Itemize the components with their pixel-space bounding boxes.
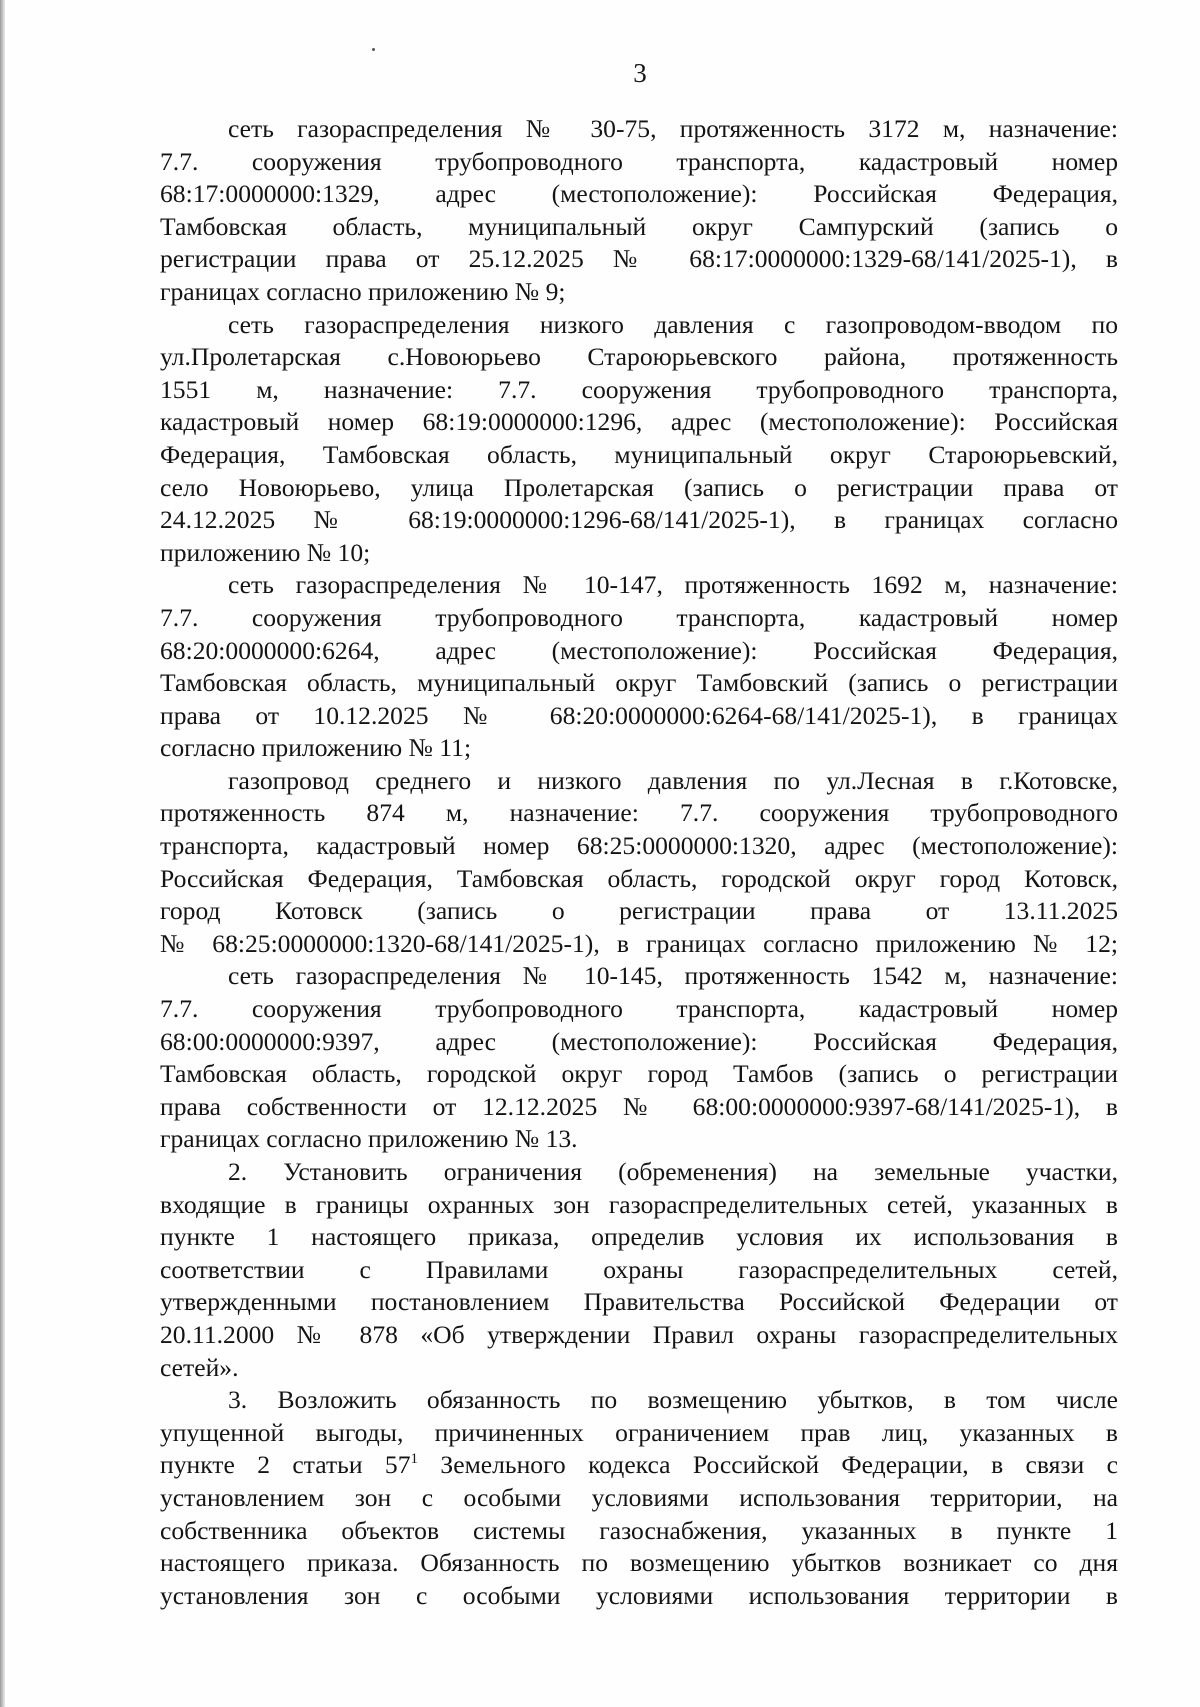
scan-speck — [372, 48, 375, 51]
text-line — [160, 406, 1118, 439]
text-line-content: соответствии с Правилами охраны газораспределительных сетей, — [160, 1254, 1118, 1284]
text-line-content: 7.7. сооружения трубопроводного транспорта, кадастровый номер — [160, 146, 1118, 176]
text-line-content: утвержденными постановлением Правительства Российской Федерации от — [160, 1287, 1118, 1317]
text-line-content: протяженность 874 м, назначение: 7.7. сооружения трубопроводного — [160, 798, 1118, 828]
text-line-content: сеть газораспределения № 10-145, протяженность 1542 м, назначение: — [228, 961, 1118, 991]
text-line — [160, 797, 1118, 830]
text-line-content: регистрации права от 25.12.2025 № 68:17:0000000:1329-68/141/2025-1), в — [160, 244, 1118, 274]
text-line — [160, 960, 1118, 993]
text-line — [160, 602, 1118, 635]
text-line-content: 68:17:0000000:1329, адрес (местоположение): Российская Федерация, — [160, 179, 1118, 209]
text-line — [160, 1286, 1118, 1319]
text-line-content: 2. Установить ограничения (обременения) на земельные участки, — [228, 1157, 1118, 1186]
text-line — [160, 863, 1118, 896]
text-line-content: кадастровый номер 68:19:0000000:1296, адрес (местоположение): Российская — [160, 407, 1118, 437]
text-line-content: пункте 1 настоящего приказа, определив условия их использования в — [160, 1222, 1118, 1252]
text-line-content: транспорта, кадастровый номер 68:25:0000000:1320, адрес (местоположение): — [160, 831, 1118, 861]
text-line — [160, 1221, 1118, 1254]
text-line-content: Российская Федерация, Тамбовская область, городской округ город Котовск, — [160, 863, 1118, 893]
text-line-content: упущенной выгоды, причиненных ограничением прав лиц, указанных в — [160, 1417, 1118, 1447]
text-line — [160, 504, 1118, 537]
text-line-content: 7.7. сооружения трубопроводного транспорта, кадастровый номер — [160, 602, 1118, 632]
text-line — [160, 993, 1118, 1026]
text-line — [160, 1515, 1118, 1548]
text-line — [160, 1352, 1118, 1385]
text-line-content: Федерация, Тамбовская область, муниципальный округ Староюрьевский, — [160, 439, 1118, 469]
text-line — [160, 1449, 1118, 1482]
text-line-content: приложению № 10; — [160, 537, 371, 567]
text-line — [160, 1547, 1118, 1580]
text-line-content: 1551 м, назначение: 7.7. сооружения трубопроводного транспорта, — [160, 374, 1118, 404]
page-number: 3 — [633, 58, 647, 88]
text-line-content: сетей». — [160, 1352, 239, 1382]
text-line-content: границах согласно приложению № 9; — [160, 276, 566, 306]
text-line — [160, 1156, 1118, 1189]
text-line — [160, 309, 1118, 342]
text-line — [160, 1417, 1118, 1450]
text-line — [160, 895, 1118, 928]
text-line-content: сеть газораспределения низкого давления с газопроводом-вводом по — [228, 309, 1118, 339]
text-line-content: настоящего приказа. Обязанность по возмещению убытков возникает со дня — [160, 1548, 1118, 1578]
text-line — [160, 1254, 1118, 1287]
text-line — [160, 439, 1118, 472]
text-line — [160, 667, 1118, 700]
text-line-content: 20.11.2000 № 878 «Об утверждении Правил охраны газораспределительных — [160, 1319, 1118, 1349]
text-line — [160, 374, 1118, 407]
text-line — [160, 211, 1118, 244]
text-line — [160, 1123, 1118, 1156]
text-line-content: установлением зон с особыми условиями использования территории, на — [160, 1482, 1118, 1512]
text-line — [160, 1580, 1118, 1613]
text-line-content: собственника объектов системы газоснабжения, указанных в пункте 1 — [160, 1515, 1118, 1545]
text-line-content: сеть газораспределения № 10-147, протяженность 1692 м, назначение: — [228, 570, 1118, 600]
text-line — [160, 472, 1118, 505]
text-line — [160, 1482, 1118, 1515]
text-line — [160, 1091, 1118, 1124]
text-line-content: 7.7. сооружения трубопроводного транспорта, кадастровый номер — [160, 994, 1118, 1024]
text-line — [160, 765, 1118, 798]
text-line — [160, 1384, 1118, 1417]
text-line-content: Тамбовская область, городской округ город Тамбов (запись о регистрации — [160, 1059, 1118, 1089]
text-line-content: село Новоюрьево, улица Пролетарская (запись о регистрации права от — [160, 472, 1118, 502]
text-line — [160, 928, 1118, 961]
text-line — [160, 569, 1118, 602]
text-line-content: Земельного кодекса Российской Федерации, в связи с — [418, 1450, 1118, 1480]
text-line — [160, 243, 1118, 276]
text-line-content: согласно приложению № 11; — [160, 733, 472, 763]
text-line — [160, 537, 1118, 570]
document-body — [160, 113, 1118, 1612]
text-line-content: установления зон с особыми условиями использования территории в — [160, 1580, 1118, 1610]
text-line-content: 68:20:0000000:6264, адрес (местоположение): Российская Федерация, — [160, 635, 1118, 665]
text-line-content: ул.Пролетарская с.Новоюрьево Староюрьевского района, протяженность — [160, 342, 1118, 372]
text-line-content: права от 10.12.2025 № 68:20:0000000:6264-68/141/2025-1), в границах — [160, 700, 1118, 730]
text-line-content: 68:00:0000000:9397, адрес (местоположение): Российская Федерация, — [160, 1026, 1118, 1056]
text-line-content: входящие в границы охранных зон газораспределительных сетей, указанных в — [160, 1189, 1118, 1219]
text-line-content: Тамбовская область, муниципальный округ Тамбовский (запись о регистрации — [160, 668, 1118, 698]
text-line — [160, 1319, 1118, 1352]
text-line-content: права собственности от 12.12.2025 № 68:00:0000000:9397-68/141/2025-1), в — [160, 1091, 1118, 1121]
text-line-content: 24.12.2025 № 68:19:0000000:1296-68/141/2025-1), в границах согласно — [160, 505, 1118, 535]
text-line — [160, 341, 1118, 374]
text-line — [160, 1058, 1118, 1091]
text-line — [160, 732, 1118, 765]
text-line-content: сеть газораспределения № 30-75, протяженность 3172 м, назначение: — [228, 114, 1118, 143]
scan-edge-shadow — [0, 0, 5, 1707]
text-line-content: город Котовск (запись о регистрации права от 13.11.2025 — [160, 896, 1118, 926]
text-line-content: газопровод среднего и низкого давления по ул.Лесная в г.Котовске, — [228, 765, 1118, 795]
text-line — [160, 178, 1118, 211]
text-line — [160, 635, 1118, 668]
text-line-content: № 68:25:0000000:1320-68/141/2025-1), в границах согласно приложению № 12; — [160, 928, 1118, 958]
text-line-content: Тамбовская область, муниципальный округ Сампурский (запись о — [160, 211, 1118, 241]
text-line — [160, 276, 1118, 309]
text-line — [160, 1026, 1118, 1059]
text-line-content: 3. Возложить обязанность по возмещению убытков, в том числе — [228, 1385, 1118, 1415]
text-line-content: границах согласно приложению № 13. — [160, 1124, 578, 1154]
text-line-content: пункте 2 статьи 57 — [160, 1450, 411, 1480]
superscript: 1 — [410, 1451, 418, 1468]
text-line — [160, 1189, 1118, 1222]
text-line — [160, 830, 1118, 863]
text-line — [160, 700, 1118, 733]
text-line — [160, 146, 1118, 179]
text-line — [160, 113, 1118, 146]
